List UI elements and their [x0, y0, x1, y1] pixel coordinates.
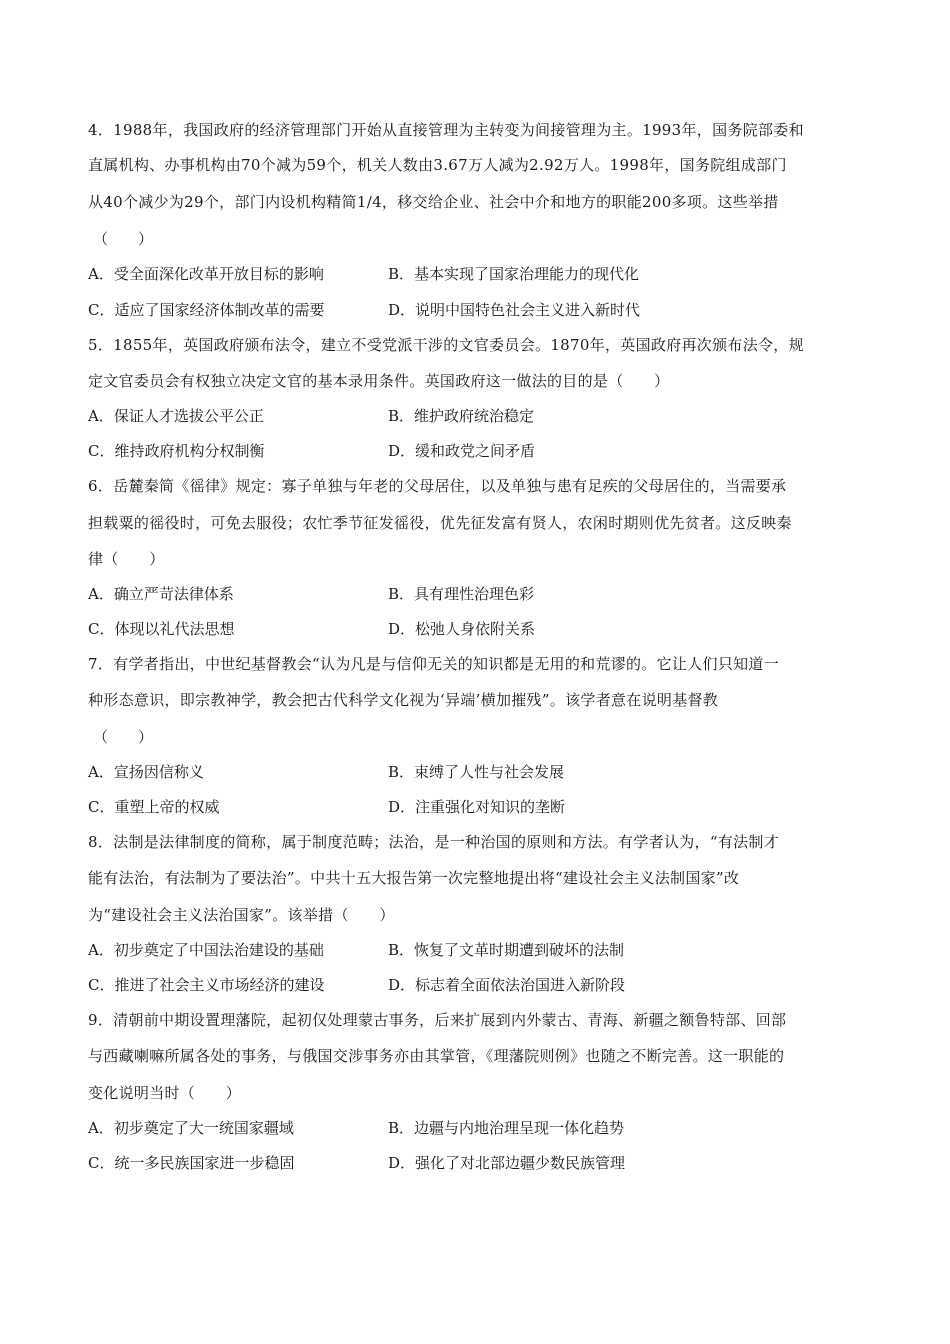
question-8-line-2: 能有法治，有法制为了要法治”。中共十五大报告第一次完整地提出将“建设社会主义法制国家”改: [88, 869, 740, 887]
question-6-option-d: D．松弛人身依附关系: [388, 620, 536, 638]
question-4-line-3: 从40个减少为29个，部门内设机构精简1/4，移交给企业、社会中介和地方的职能200多项。这些举措: [88, 193, 779, 211]
question-4-option-a: A．受全面深化改革开放目标的影响: [88, 265, 324, 283]
question-4-line-1: 4．1988年，我国政府的经济管理部门开始从直接管理为主转变为间接管理为主。1993年，国务院部委和: [88, 121, 804, 139]
question-7-option-a: A．宣扬因信称义: [88, 763, 204, 781]
question-5-line-2: 定文官委员会有权独立决定文官的基本录用条件。英国政府这一做法的目的是（ ）: [88, 372, 670, 390]
question-7-answer-blank: （ ）: [93, 728, 154, 746]
question-7-option-b: B．束缚了人性与社会发展: [388, 763, 565, 781]
question-4-option-d: D．说明中国特色社会主义进入新时代: [388, 301, 641, 319]
question-9-option-b: B．边疆与内地治理呈现一体化趋势: [388, 1119, 625, 1137]
question-4-option-c: C．适应了国家经济体制改革的需要: [88, 301, 325, 319]
question-9-line-1: 9．清朝前中期设置理藩院，起初仅处理蒙古事务，后来扩展到内外蒙古、青海、新疆之额鲁特部、回部: [88, 1011, 787, 1029]
question-9-option-d: D．强化了对北部边疆少数民族管理: [388, 1154, 626, 1172]
question-8-option-a: A．初步奠定了中国法治建设的基础: [88, 941, 324, 959]
question-7-line-2: 种形态意识，即宗教神学，教会把古代科学文化视为‘异端’横加摧残”。该学者意在说明基督教: [88, 691, 719, 709]
question-6-option-c: C．体现以礼代法思想: [88, 620, 235, 638]
question-8-option-c: C．推进了社会主义市场经济的建设: [88, 976, 325, 994]
question-9-option-a: A．初步奠定了大一统国家疆域: [88, 1119, 294, 1137]
question-8-option-d: D．标志着全面依法治国进入新阶段: [388, 976, 626, 994]
question-7-line-1: 7．有学者指出，中世纪基督教会“认为凡是与信仰无关的知识都是无用的和荒谬的。它让人们只知道一: [88, 655, 780, 673]
question-5-line-1: 5．1855年，英国政府颁布法令，建立不受党派干涉的文官委员会。1870年，英国政府再次颁布法令，规: [88, 336, 804, 354]
question-4-option-b: B．基本实现了国家治理能力的现代化: [388, 265, 640, 283]
question-6-line-1: 6．岳麓秦简《徭律》规定：寡子单独与年老的父母居住，以及单独与患有足疾的父母居住的，当需要承: [88, 477, 787, 495]
question-8-line-3: 为“建设社会主义法治国家”。该举措（ ）: [88, 906, 395, 924]
question-9-line-3: 变化说明当时（ ）: [88, 1084, 242, 1102]
question-8-line-1: 8．法制是法律制度的简称，属于制度范畴；法治，是一种治国的原则和方法。有学者认为，“有法制才: [88, 833, 780, 851]
question-6-line-2: 担载粟的徭役时，可免去服役；农忙季节征发徭役，优先征发富有贤人，农闲时期则优先贫者。这反映秦: [88, 514, 792, 532]
question-8-option-b: B．恢复了文革时期遭到破坏的法制: [388, 941, 625, 959]
question-7-option-d: D．注重强化对知识的垄断: [388, 798, 566, 816]
question-5-option-d: D．缓和政党之间矛盾: [388, 442, 536, 460]
question-6-line-3: 律（ ）: [88, 550, 165, 568]
question-5-option-a: A．保证人才选拔公平公正: [88, 407, 264, 425]
question-7-option-c: C．重塑上帝的权威: [88, 798, 220, 816]
question-9-option-c: C．统一多民族国家进一步稳固: [88, 1154, 295, 1172]
question-9-line-2: 与西藏喇嘛所属各处的事务，与俄国交涉事务亦由其掌管，《理藩院则例》也随之不断完善。这一职能的: [88, 1047, 785, 1065]
question-5-option-b: B．维护政府统治稳定: [388, 407, 535, 425]
question-6-option-a: A．确立严苛法律体系: [88, 585, 234, 603]
question-4-line-2: 直属机构、办事机构由70个减为59个，机关人数由3.67万人减为2.92万人。1998年，国务院组成部门: [88, 156, 787, 174]
question-5-option-c: C．维持政府机构分权制衡: [88, 442, 265, 460]
question-6-option-b: B．具有理性治理色彩: [388, 585, 535, 603]
question-4-answer-blank: （ ）: [93, 230, 154, 248]
